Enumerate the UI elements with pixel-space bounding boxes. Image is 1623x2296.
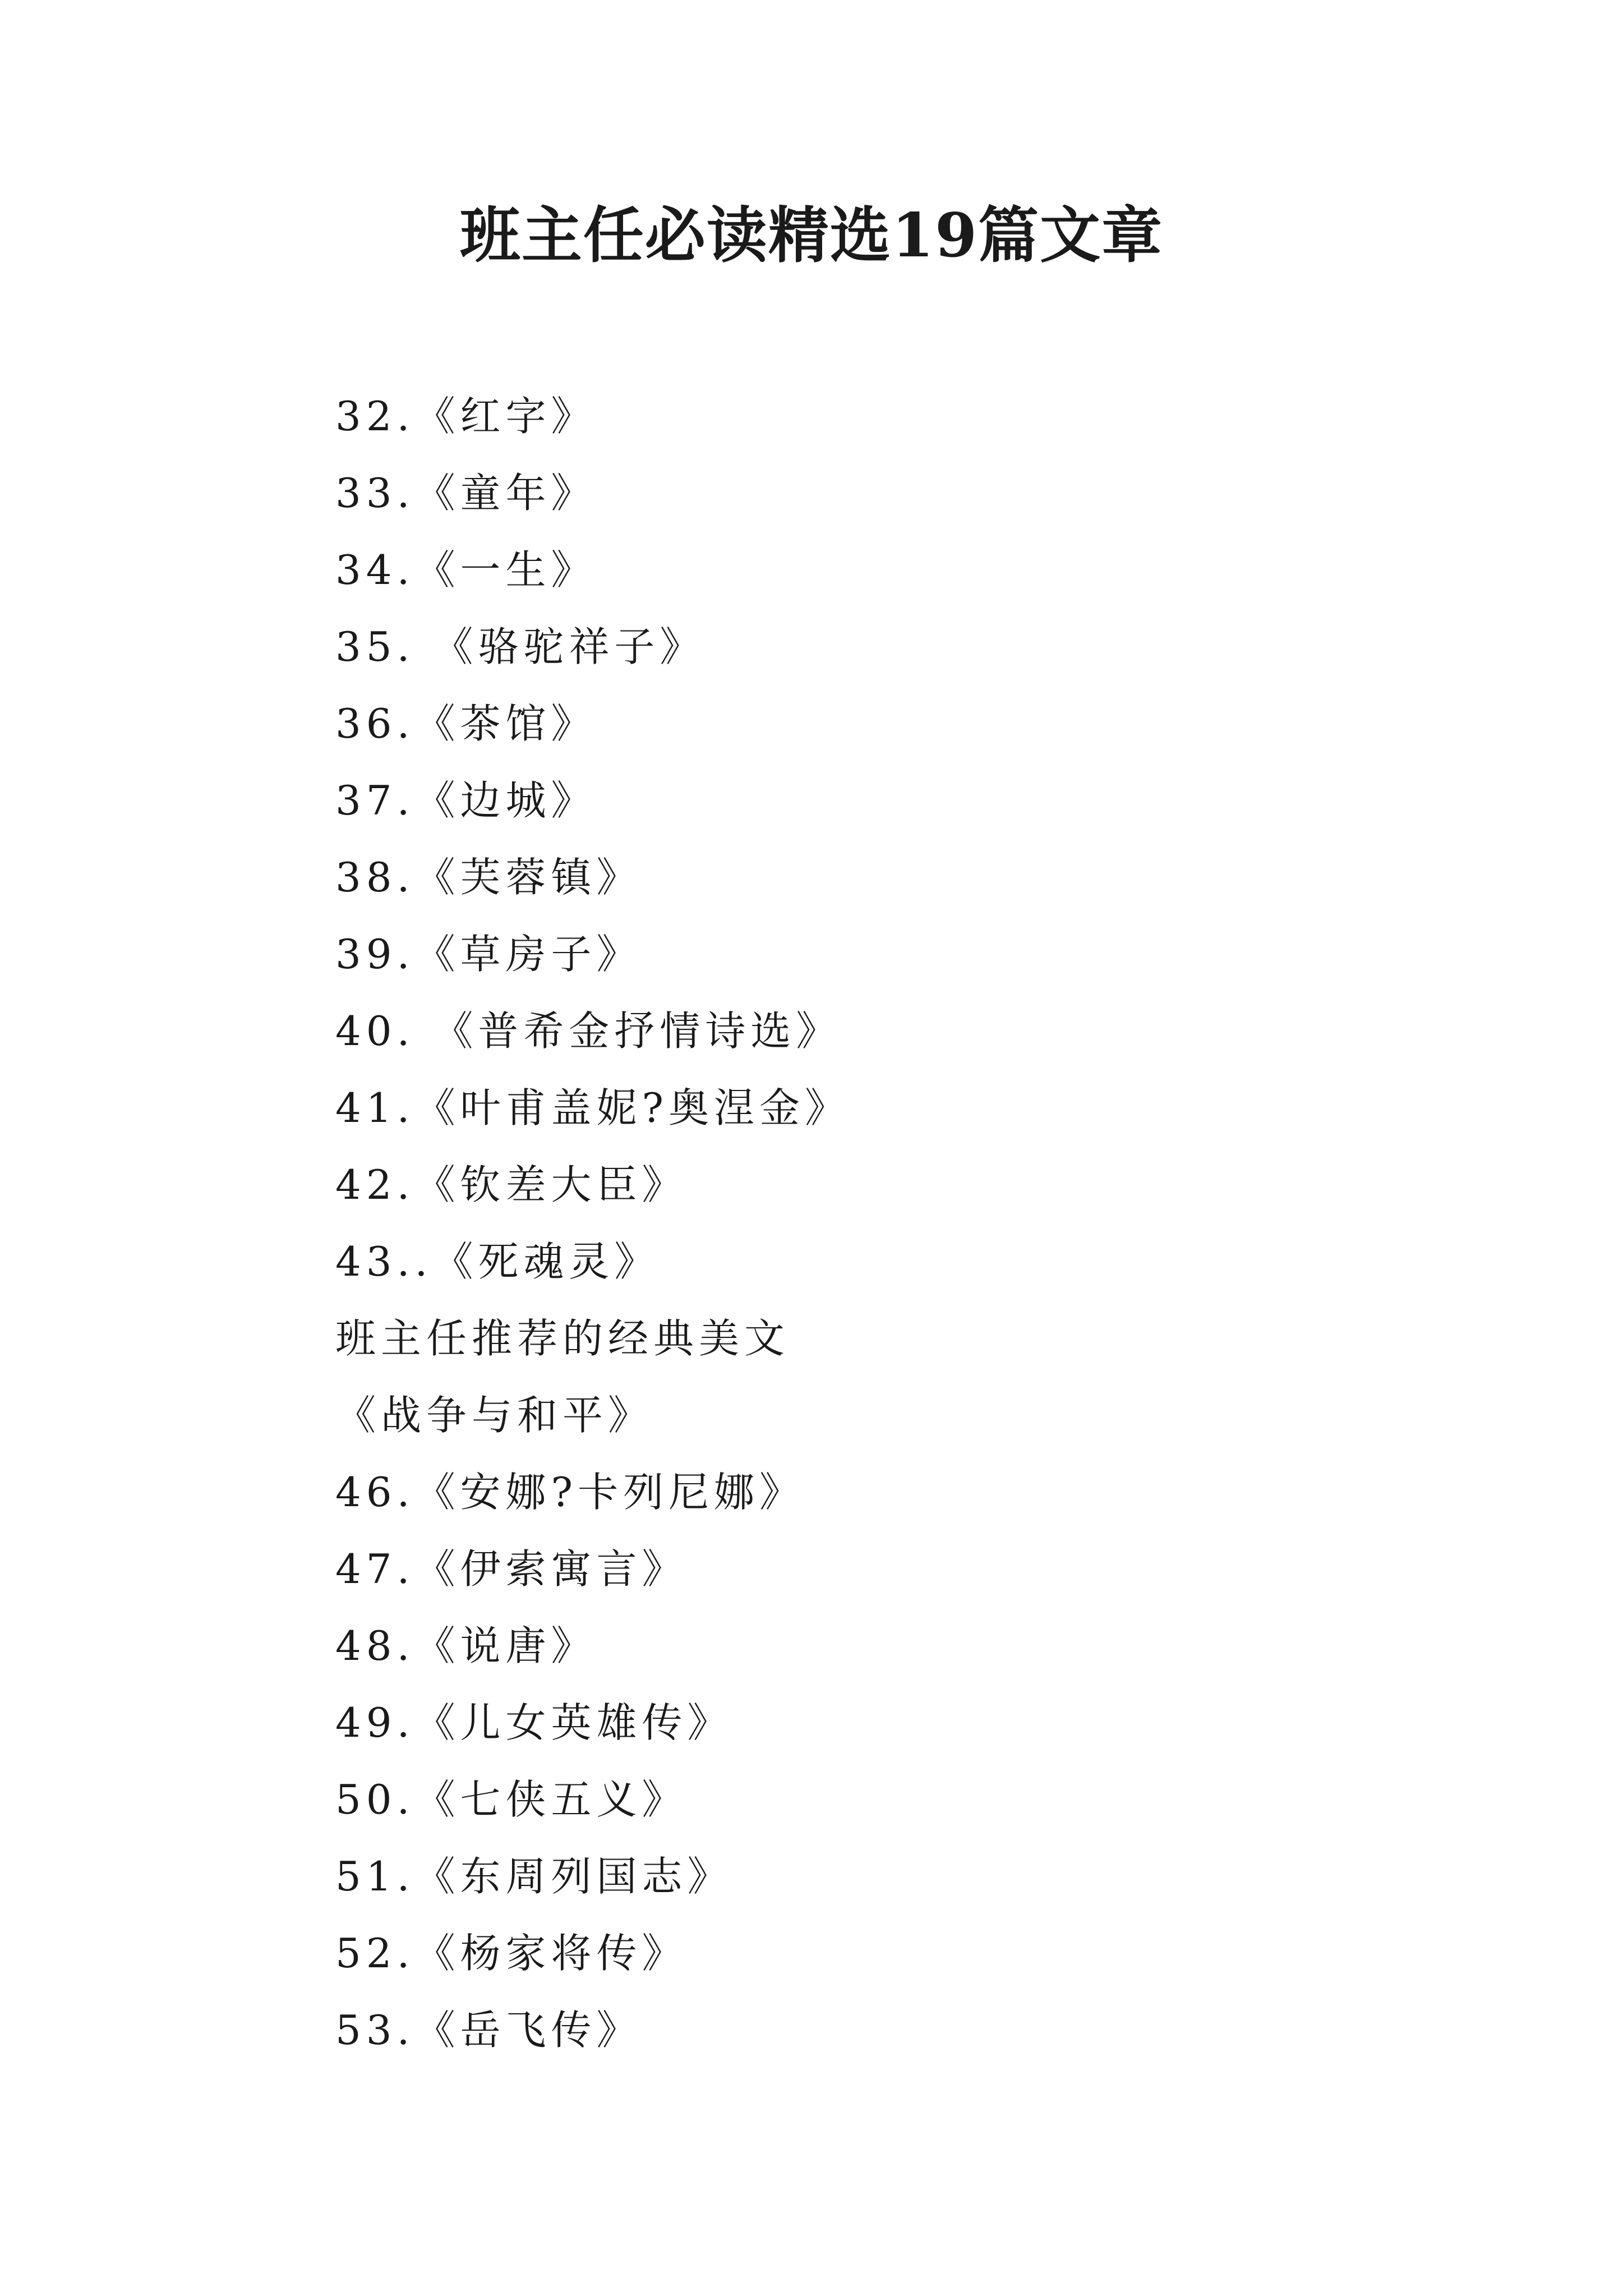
list-item: 40. 《普希金抒情诗选》 bbox=[335, 1007, 842, 1055]
list-item: 33.《童年》 bbox=[335, 470, 597, 517]
section-heading: 班主任推荐的经典美文 bbox=[335, 1315, 790, 1362]
list-item: 《战争与和平》 bbox=[335, 1392, 654, 1439]
list-item: 41.《叶甫盖妮?奥涅金》 bbox=[335, 1084, 851, 1131]
list-item: 35. 《骆驼祥子》 bbox=[335, 623, 706, 670]
list-item: 50.《七侠五义》 bbox=[335, 1776, 688, 1823]
list-item: 37.《边城》 bbox=[335, 777, 597, 824]
list-item: 53.《岳飞传》 bbox=[335, 2007, 642, 2054]
list-item: 36.《茶馆》 bbox=[335, 700, 597, 747]
list-item: 48.《说唐》 bbox=[335, 1622, 597, 1669]
list-item: 46.《安娜?卡列尼娜》 bbox=[335, 1469, 805, 1516]
list-item: 43..《死魂灵》 bbox=[335, 1238, 660, 1285]
list-item: 39.《草房子》 bbox=[335, 931, 642, 978]
list-item: 34.《一生》 bbox=[335, 546, 597, 593]
page-title: 班主任必读精选19篇文章 bbox=[459, 200, 1164, 271]
list-item: 47.《伊索寓言》 bbox=[335, 1545, 688, 1593]
list-item: 38.《芙蓉镇》 bbox=[335, 854, 642, 901]
list-item: 51.《东周列国志》 bbox=[335, 1853, 733, 1900]
list-item: 49.《儿女英雄传》 bbox=[335, 1699, 733, 1746]
list-item: 52.《杨家将传》 bbox=[335, 1930, 688, 1977]
book-list bbox=[335, 378, 850, 2069]
list-item: 32.《红字》 bbox=[335, 393, 597, 440]
list-item: 42.《钦差大臣》 bbox=[335, 1161, 688, 1208]
